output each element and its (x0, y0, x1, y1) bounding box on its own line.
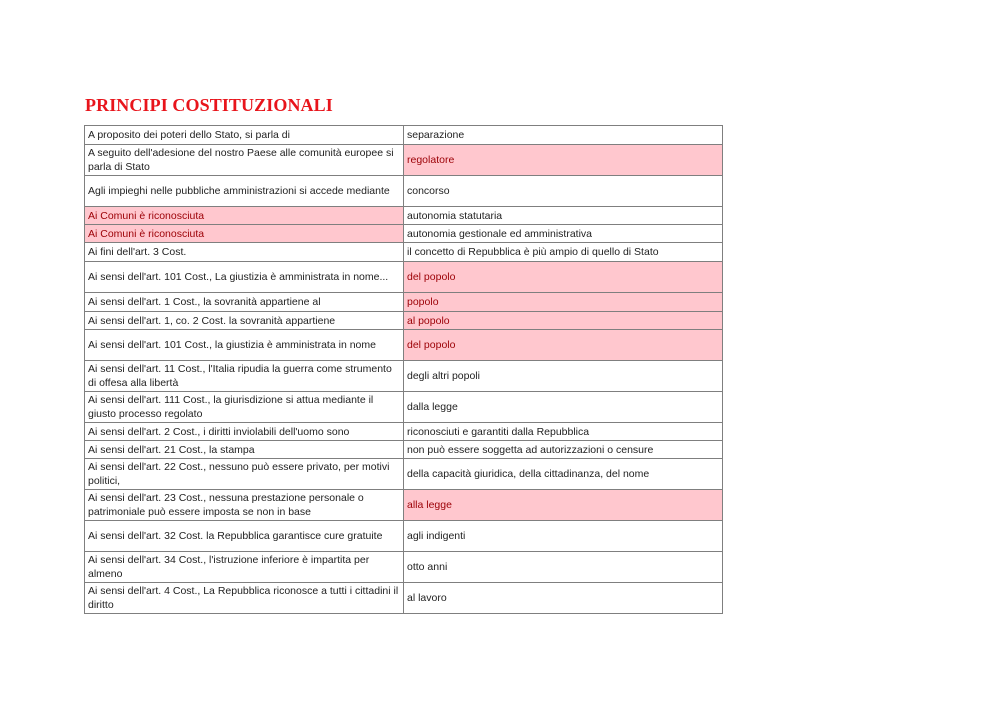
question-cell: Ai sensi dell'art. 101 Cost., la giustizia è amministrata in nome (85, 330, 404, 361)
table-row (85, 243, 723, 262)
question-cell: Ai sensi dell'art. 32 Cost. la Repubblica garantisce cure gratuite (85, 521, 404, 552)
table-row (85, 361, 723, 392)
answer-cell: degli altri popoli (404, 361, 723, 392)
table-row (85, 176, 723, 207)
table-row (85, 145, 723, 176)
answer-cell: del popolo (404, 262, 723, 293)
table-row (85, 225, 723, 243)
answer-cell: separazione (404, 126, 723, 145)
question-cell: Ai sensi dell'art. 1 Cost., la sovranità appartiene al (85, 293, 404, 312)
answer-cell: otto anni (404, 552, 723, 583)
table-row (85, 459, 723, 490)
question-cell: Ai sensi dell'art. 23 Cost., nessuna prestazione personale o patrimoniale può essere imposta se non in base (85, 490, 404, 521)
table-row (85, 423, 723, 441)
answer-cell: riconosciuti e garantiti dalla Repubblica (404, 423, 723, 441)
answer-cell: agli indigenti (404, 521, 723, 552)
table-row (85, 552, 723, 583)
table-row (85, 521, 723, 552)
question-cell: Ai sensi dell'art. 1, co. 2 Cost. la sovranità appartiene (85, 312, 404, 330)
question-cell: Ai Comuni è riconosciuta (85, 207, 404, 225)
table-row (85, 392, 723, 423)
table-row (85, 441, 723, 459)
table-row (85, 490, 723, 521)
question-cell: Agli impieghi nelle pubbliche amministrazioni si accede mediante (85, 176, 404, 207)
question-cell: A seguito dell'adesione del nostro Paese alle comunità europee si parla di Stato (85, 145, 404, 176)
answer-cell: il concetto di Repubblica è più ampio di quello di Stato (404, 243, 723, 262)
table-row (85, 293, 723, 312)
table-row (85, 207, 723, 225)
table-row (85, 262, 723, 293)
answer-cell: non può essere soggetta ad autorizzazioni o censure (404, 441, 723, 459)
question-cell: Ai sensi dell'art. 34 Cost., l'istruzione inferiore è impartita per almeno (85, 552, 404, 583)
page-title: PRINCIPI COSTITUZIONALI (85, 95, 333, 115)
principles-table (84, 125, 723, 614)
answer-cell: dalla legge (404, 392, 723, 423)
table-row (85, 583, 723, 614)
question-cell: Ai sensi dell'art. 4 Cost., La Repubblica riconosce a tutti i cittadini il diritto (85, 583, 404, 614)
question-cell: Ai sensi dell'art. 21 Cost., la stampa (85, 441, 404, 459)
question-cell: Ai Comuni è riconosciuta (85, 225, 404, 243)
answer-cell: al popolo (404, 312, 723, 330)
answer-cell: popolo (404, 293, 723, 312)
question-cell: A proposito dei poteri dello Stato, si parla di (85, 126, 404, 145)
question-cell: Ai sensi dell'art. 22 Cost., nessuno può essere privato, per motivi politici, (85, 459, 404, 490)
question-cell: Ai sensi dell'art. 2 Cost., i diritti inviolabili dell'uomo sono (85, 423, 404, 441)
question-cell: Ai sensi dell'art. 11 Cost., l'Italia ripudia la guerra come strumento di offesa alla libertà (85, 361, 404, 392)
table-body (85, 126, 723, 614)
question-cell: Ai sensi dell'art. 101 Cost., La giustizia è amministrata in nome... (85, 262, 404, 293)
answer-cell: regolatore (404, 145, 723, 176)
answer-cell: autonomia statutaria (404, 207, 723, 225)
answer-cell: autonomia gestionale ed amministrativa (404, 225, 723, 243)
answer-cell: del popolo (404, 330, 723, 361)
answer-cell: al lavoro (404, 583, 723, 614)
answer-cell: della capacità giuridica, della cittadinanza, del nome (404, 459, 723, 490)
table-row (85, 330, 723, 361)
question-cell: Ai sensi dell'art. 111 Cost., la giurisdizione si attua mediante il giusto processo regolato (85, 392, 404, 423)
table-row (85, 312, 723, 330)
table-row (85, 126, 723, 145)
answer-cell: concorso (404, 176, 723, 207)
question-cell: Ai fini dell'art. 3 Cost. (85, 243, 404, 262)
answer-cell: alla legge (404, 490, 723, 521)
